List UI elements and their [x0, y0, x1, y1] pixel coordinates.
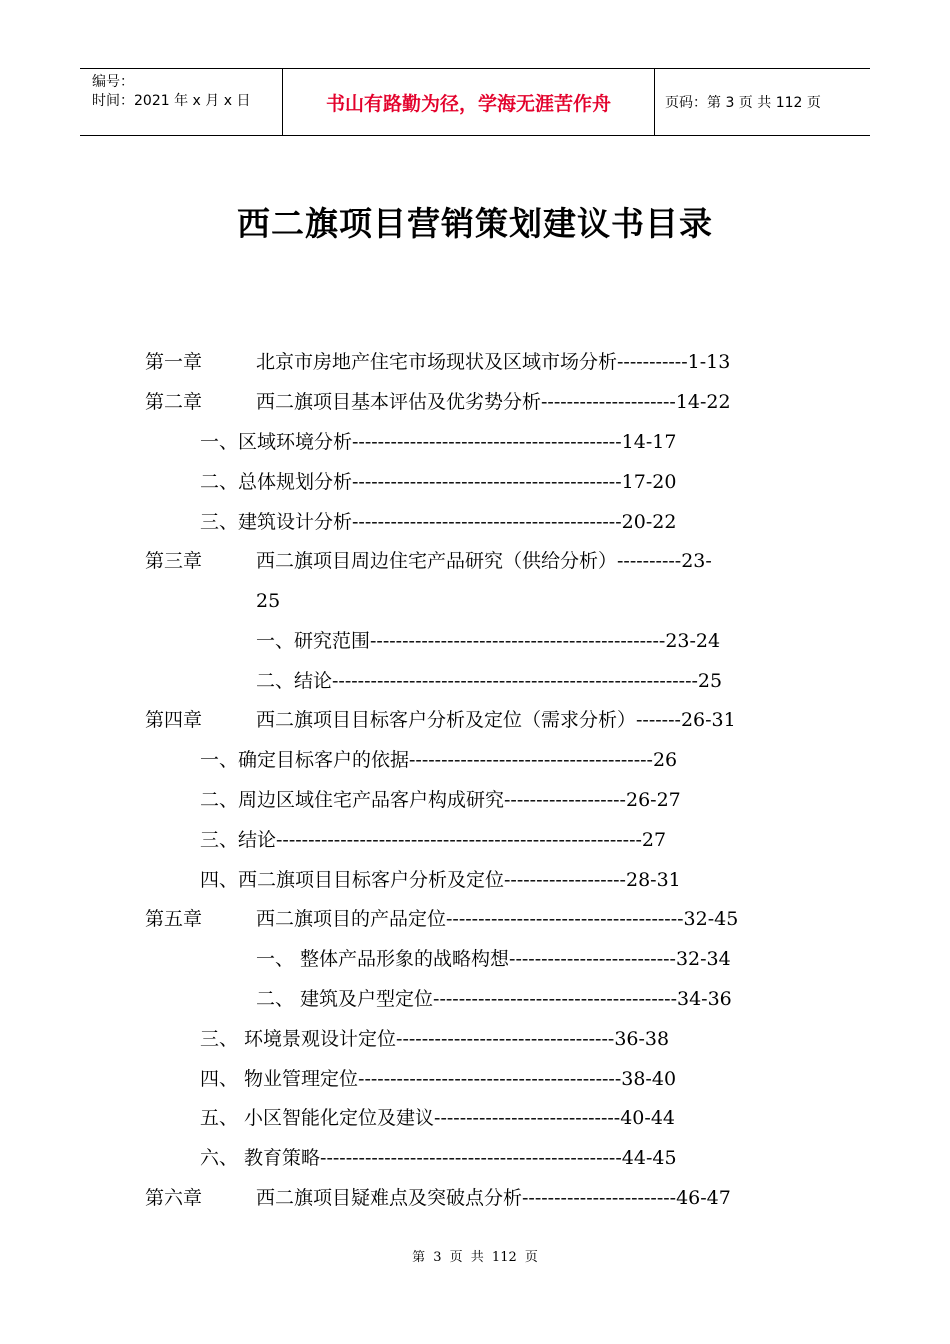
toc-text: 三、 环境景观设计定位----------------------------------36-38 [200, 1028, 670, 1050]
toc-chapter: 第二章 [145, 391, 203, 413]
toc-text: 一、研究范围----------------------------------------------23-24 [256, 630, 721, 652]
page-footer: 第 3 页 共 112 页 [412, 1250, 538, 1265]
toc-text: 一、 整体产品形象的战略构想--------------------------32-34 [256, 948, 731, 970]
page-title: 西二旗项目营销策划建议书目录 [237, 204, 713, 243]
toc-text: 西二旗项目疑难点及突破点分析------------------------46-47 [256, 1187, 731, 1209]
toc-text: 六、 教育策略-----------------------------------------------44-45 [200, 1147, 677, 1169]
toc-text: 西二旗项目目标客户分析及定位（需求分析）-------26-31 [256, 709, 736, 731]
toc-chapter: 第五章 [145, 908, 203, 930]
toc-text: 三、建筑设计分析------------------------------------------20-22 [200, 511, 677, 533]
header-page-info: 页码：第 3 页 共 112 页 [665, 95, 821, 111]
toc-text: 北京市房地产住宅市场现状及区域市场分析-----------1-13 [256, 351, 731, 373]
toc-text: 四、西二旗项目目标客户分析及定位-------------------28-31 [200, 869, 681, 891]
toc-text: 二、结论---------------------------------------------------------25 [256, 670, 723, 692]
toc-text: 二、总体规划分析------------------------------------------17-20 [200, 471, 677, 493]
toc-chapter: 第四章 [145, 709, 203, 731]
header-motto: 书山有路勤为径，学海无涯苦作舟 [283, 69, 655, 135]
time-label: 时间：2021 年 x 月 x 日 [92, 93, 251, 109]
page-header [80, 68, 870, 136]
number-label: 编号： [92, 74, 134, 90]
toc-chapter: 第一章 [145, 351, 203, 373]
toc-chapter: 第六章 [145, 1187, 203, 1209]
toc-text: 二、 建筑及户型定位--------------------------------------34-36 [256, 988, 732, 1010]
toc-text: 二、周边区域住宅产品客户构成研究-------------------26-27 [200, 789, 681, 811]
header-meta [80, 69, 283, 135]
toc-chapter: 第三章 [145, 550, 203, 572]
toc-text: 五、 小区智能化定位及建议-----------------------------40-44 [200, 1107, 675, 1129]
toc-text: 一、区域环境分析------------------------------------------14-17 [200, 431, 677, 453]
toc-text: 西二旗项目的产品定位-------------------------------------32-45 [256, 908, 739, 930]
toc-text: 25 [256, 590, 281, 612]
toc-text: 一、确定目标客户的依据--------------------------------------26 [200, 749, 678, 771]
toc-text: 西二旗项目基本评估及优劣势分析---------------------14-22 [256, 391, 731, 413]
toc-text: 西二旗项目周边住宅产品研究（供给分析）----------23- [256, 550, 712, 572]
toc-text: 四、 物业管理定位-----------------------------------------38-40 [200, 1068, 677, 1090]
toc-text: 三、结论---------------------------------------------------------27 [200, 829, 667, 851]
